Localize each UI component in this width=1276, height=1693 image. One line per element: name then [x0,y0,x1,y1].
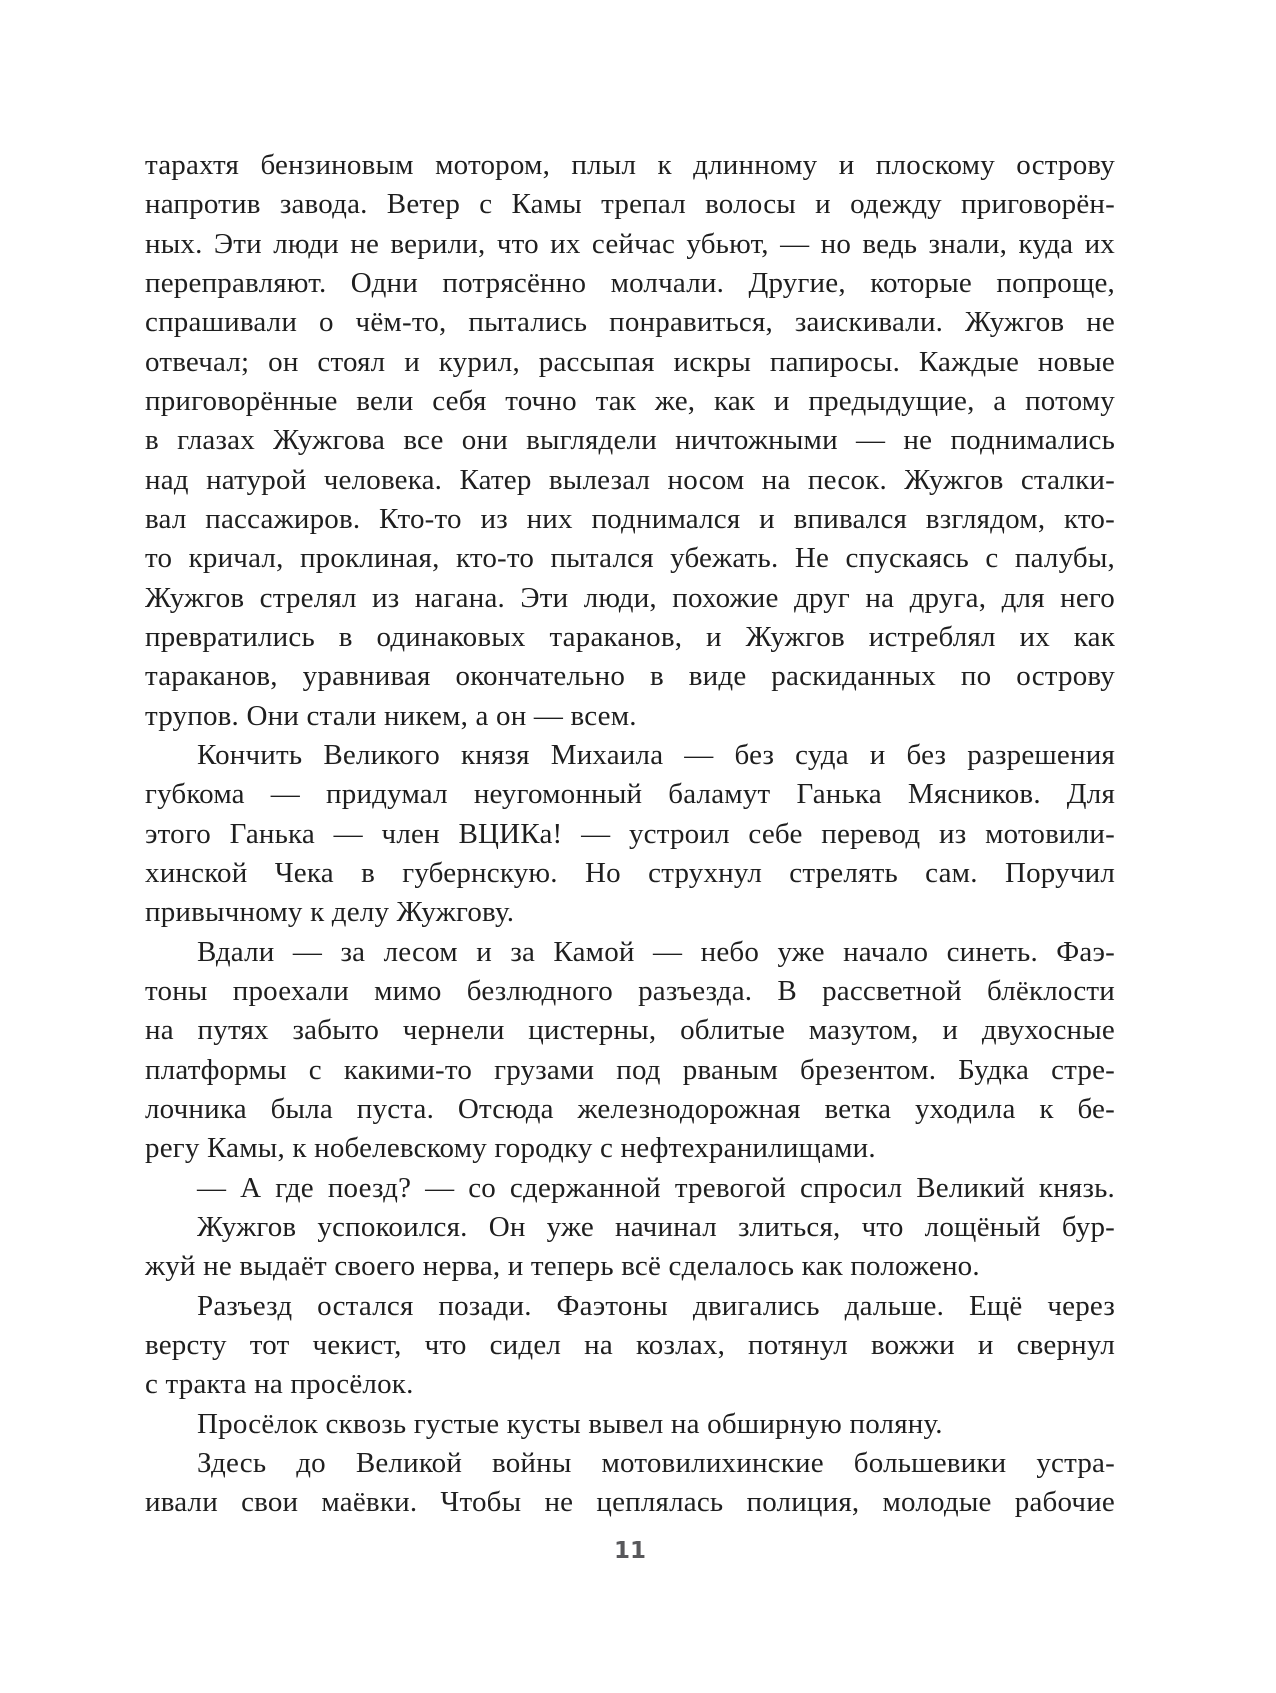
text-line: — А где поезд? — со сдержанной тревогой спросил Великий князь. [197,1171,1115,1204]
text-line: тарахтя бензиновым мотором, плыл к длинному и плоскому острову [145,149,1115,181]
text-line: лочника была пуста. Отсюда железнодорожная ветка уходила к бе- [145,1092,1115,1125]
text-line: отвечал; он стоял и курил, рассыпая искры папиросы. Каждые новые [145,345,1115,378]
text-line: губкома — придумал неугомонный баламут Ганька Мясников. Для [145,778,1115,811]
text-line: этого Ганька — член ВЦИКа! — устроил себе перевод из мотовили- [145,817,1115,850]
text-line: Разъезд остался позади. Фаэтоны двигались дальше. Ещё через [197,1289,1115,1322]
page-number: 11 [613,1538,646,1564]
text-line: Жужгов стрелял из нагана. Эти люди, похожие друг на друга, для него [145,581,1115,614]
text-line: регу Камы, к нобелевскому городку с нефтехранилищами. [145,1132,876,1165]
text-line: приговорённые вели себя точно так же, как и предыдущие, а потому [145,384,1115,417]
text-line: на путях забыто чернели цистерны, облитые мазутом, и двухосные [145,1014,1115,1047]
text-line: с тракта на просёлок. [145,1368,414,1401]
text-line: в глазах Жужгова все они выглядели ничтожными — не поднимались [145,424,1115,457]
text-line: ных. Эти люди не верили, что их сейчас убьют, — но ведь знали, куда их [145,227,1115,260]
text-line: платформы с какими-то грузами под рваным брезентом. Будка стре- [145,1053,1115,1086]
text-line: привычному к делу Жужгову. [145,896,515,929]
text-line: Вдали — за лесом и за Камой — небо уже начало синеть. Фаэ- [197,935,1115,968]
text-line: над натурой человека. Катер вылезал носом на песок. Жужгов сталки- [145,463,1115,496]
text-line: переправляют. Одни потрясённо молчали. Другие, которые попроще, [145,266,1115,299]
text-line: превратились в одинаковых тараканов, и Жужгов истреблял их как [145,620,1115,653]
text-line: Просёлок сквозь густые кусты вывел на обширную поляну. [197,1407,943,1440]
text-line: тараканов, уравнивая окончательно в виде раскиданных по острову [145,660,1115,693]
text-line: то кричал, проклиная, кто-то пытался убежать. Не спускаясь с палубы, [145,542,1115,575]
text-block [145,146,1115,1522]
text-line: жуй не выдаёт своего нерва, и теперь всё сделалось как положено. [145,1250,980,1283]
text-line: версту тот чекист, что сидел на козлах, потянул вожжи и свернул [145,1328,1115,1361]
text-line: вал пассажиров. Кто-то из них поднимался и впивался взглядом, кто- [145,502,1115,535]
text-line: Жужгов успокоился. Он уже начинал злиться, что лощёный бур- [197,1210,1115,1243]
text-line: Кончить Великого князя Михаила — без суда и без разрешения [197,738,1115,771]
text-line: Здесь до Великой войны мотовилихинские большевики устра- [197,1446,1115,1479]
text-line: трупов. Они стали никем, а он — всем. [145,699,637,732]
text-line: ивали свои маёвки. Чтобы не цеплялась полиция, молодые рабочие [145,1486,1115,1519]
text-line: напротив завода. Ветер с Камы трепал волосы и одежду приговорён- [145,188,1115,221]
text-line: хинской Чека в губернскую. Но струхнул стрелять сам. Поручил [145,856,1115,889]
text-line: спрашивали о чём-то, пытались понравиться, заискивали. Жужгов не [145,306,1115,339]
text-line: тоны проехали мимо безлюдного разъезда. В рассветной блёклости [145,974,1115,1007]
